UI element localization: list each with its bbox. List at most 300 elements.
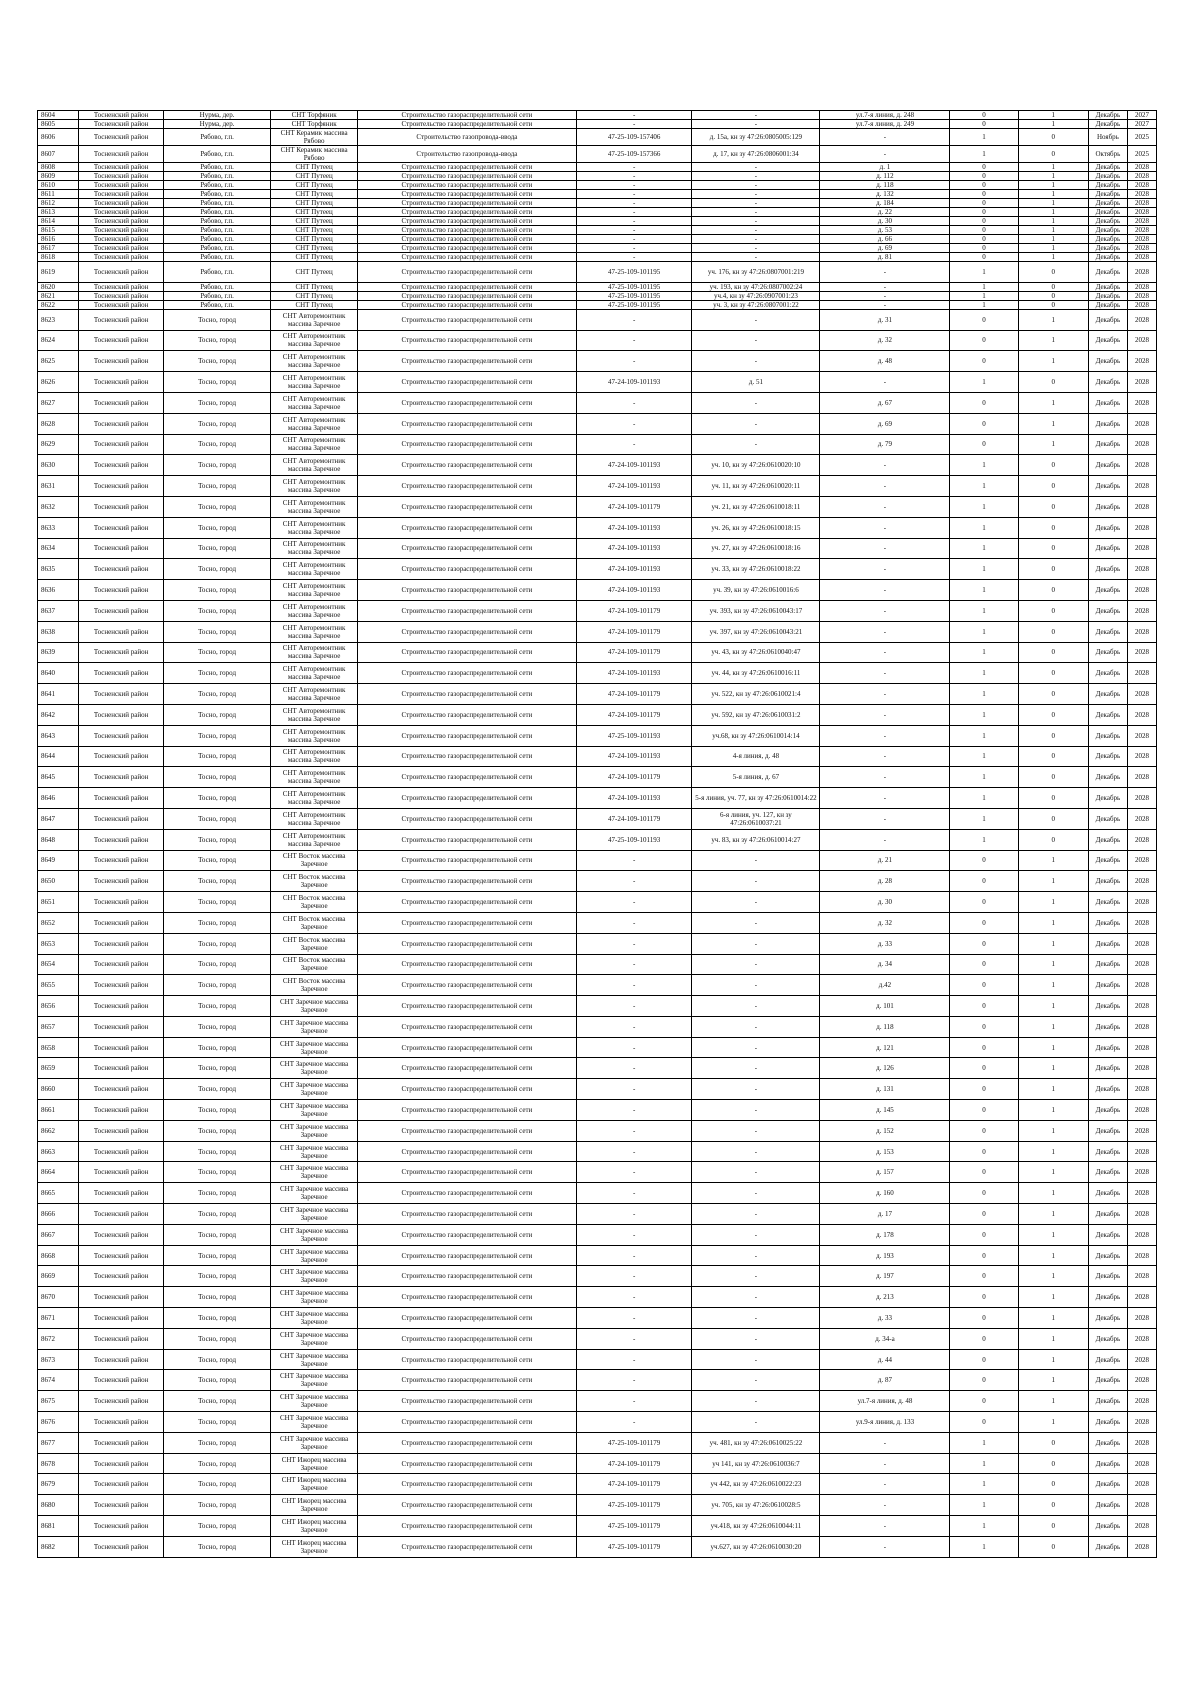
cell-district: Тосненский район: [79, 850, 164, 871]
cell-district: Тосненский район: [79, 746, 164, 767]
cell-year: 2028: [1128, 538, 1157, 559]
cell-garden-society: СНТ Заречное массива Заречное: [271, 1162, 358, 1183]
cell-month: Декабрь: [1088, 226, 1127, 235]
cell-row-number: 8650: [38, 871, 79, 892]
cell-garden-society: СНТ Восток массива Заречное: [271, 954, 358, 975]
cell-plot-address: -: [692, 912, 820, 933]
cell-month: Декабрь: [1088, 372, 1127, 393]
cell-year: 2028: [1128, 244, 1157, 253]
table-row: [38, 954, 1157, 975]
cell-year: 2028: [1128, 517, 1157, 538]
cell-house-address: -: [820, 725, 950, 746]
cell-gro-number: -: [576, 1058, 692, 1079]
cell-row-number: 8645: [38, 767, 79, 788]
cell-row-number: 8664: [38, 1162, 79, 1183]
cell-garden-society: СНТ Путеец: [271, 217, 358, 226]
cell-work-type: Строительство газораспределительной сети: [357, 850, 576, 871]
cell-work-type: Строительство газораспределительной сети: [357, 181, 576, 190]
table-row: [38, 181, 1157, 190]
cell-gro-number: -: [576, 1204, 692, 1225]
cell-flag-a: 0: [950, 892, 1018, 913]
cell-plot-address: уч. 33, кн зу 47:26:0610018:22: [692, 559, 820, 580]
cell-year: 2028: [1128, 413, 1157, 434]
cell-settlement: Тосно, город: [163, 392, 270, 413]
cell-year: 2028: [1128, 372, 1157, 393]
cell-garden-society: СНТ Восток массива Заречное: [271, 892, 358, 913]
cell-plot-address: уч. 39, кн зу 47:26:0610016:6: [692, 580, 820, 601]
cell-work-type: Строительство газораспределительной сети: [357, 253, 576, 262]
cell-house-address: д. 87: [820, 1370, 950, 1391]
cell-garden-society: СНТ Авторемонтник массива Заречное: [271, 455, 358, 476]
cell-house-address: д. 31: [820, 309, 950, 330]
cell-year: 2028: [1128, 1516, 1157, 1537]
cell-month: Декабрь: [1088, 746, 1127, 767]
table-row: [38, 1328, 1157, 1349]
cell-garden-society: СНТ Путеец: [271, 226, 358, 235]
cell-flag-a: 0: [950, 1287, 1018, 1308]
cell-settlement: Тосно, город: [163, 1287, 270, 1308]
cell-month: Декабрь: [1088, 892, 1127, 913]
cell-garden-society: СНТ Ижорец массива Заречное: [271, 1516, 358, 1537]
cell-gro-number: 47-24-109-101193: [576, 746, 692, 767]
cell-house-address: -: [820, 704, 950, 725]
cell-house-address: -: [820, 129, 950, 146]
cell-garden-society: СНТ Заречное массива Заречное: [271, 1370, 358, 1391]
cell-settlement: Тосно, город: [163, 372, 270, 393]
cell-month: Декабрь: [1088, 1245, 1127, 1266]
cell-house-address: -: [820, 788, 950, 809]
cell-flag-a: 1: [950, 129, 1018, 146]
cell-month: Декабрь: [1088, 199, 1127, 208]
cell-month: Декабрь: [1088, 330, 1127, 351]
cell-flag-a: 0: [950, 933, 1018, 954]
cell-flag-a: 1: [950, 1432, 1018, 1453]
cell-settlement: Тосно, город: [163, 1474, 270, 1495]
cell-work-type: Строительство газораспределительной сети: [357, 235, 576, 244]
cell-house-address: д. 53: [820, 226, 950, 235]
cell-month: Декабрь: [1088, 808, 1127, 829]
cell-settlement: Тосно, город: [163, 1266, 270, 1287]
cell-gro-number: -: [576, 1037, 692, 1058]
cell-month: Декабрь: [1088, 1349, 1127, 1370]
cell-district: Тосненский район: [79, 1516, 164, 1537]
cell-row-number: 8653: [38, 933, 79, 954]
cell-row-number: 8657: [38, 1016, 79, 1037]
cell-year: 2028: [1128, 282, 1157, 291]
cell-settlement: Тосно, город: [163, 1224, 270, 1245]
cell-row-number: 8646: [38, 788, 79, 809]
cell-year: 2028: [1128, 892, 1157, 913]
cell-year: 2028: [1128, 1224, 1157, 1245]
cell-settlement: Тосно, город: [163, 704, 270, 725]
cell-settlement: Тосно, город: [163, 580, 270, 601]
table-row: [38, 975, 1157, 996]
cell-flag-a: 0: [950, 199, 1018, 208]
cell-settlement: Тосно, город: [163, 1183, 270, 1204]
cell-district: Тосненский район: [79, 829, 164, 850]
table-row: [38, 600, 1157, 621]
cell-flag-a: 0: [950, 226, 1018, 235]
table-row: [38, 517, 1157, 538]
cell-work-type: Строительство газораспределительной сети: [357, 1391, 576, 1412]
cell-plot-address: уч. 10, кн зу 47:26:0610020:10: [692, 455, 820, 476]
cell-flag-b: 1: [1018, 1308, 1088, 1329]
cell-plot-address: уч. 43, кн зу 47:26:0610040:47: [692, 642, 820, 663]
cell-row-number: 8642: [38, 704, 79, 725]
cell-month: Декабрь: [1088, 600, 1127, 621]
cell-settlement: Тосно, город: [163, 538, 270, 559]
cell-row-number: 8619: [38, 262, 79, 283]
cell-garden-society: СНТ Авторемонтник массива Заречное: [271, 309, 358, 330]
cell-work-type: Строительство газораспределительной сети: [357, 600, 576, 621]
cell-year: 2028: [1128, 1037, 1157, 1058]
cell-plot-address: -: [692, 1349, 820, 1370]
cell-row-number: 8668: [38, 1245, 79, 1266]
cell-flag-b: 0: [1018, 580, 1088, 601]
cell-gro-number: -: [576, 253, 692, 262]
cell-year: 2028: [1128, 330, 1157, 351]
cell-gro-number: 47-25-109-101195: [576, 282, 692, 291]
cell-garden-society: СНТ Заречное массива Заречное: [271, 1391, 358, 1412]
cell-gro-number: -: [576, 1308, 692, 1329]
cell-flag-b: 0: [1018, 642, 1088, 663]
cell-plot-address: -: [692, 1308, 820, 1329]
cell-flag-b: 0: [1018, 808, 1088, 829]
cell-gro-number: 47-24-109-101193: [576, 517, 692, 538]
cell-gro-number: 47-24-109-101179: [576, 1474, 692, 1495]
cell-flag-b: 1: [1018, 226, 1088, 235]
cell-house-address: -: [820, 829, 950, 850]
cell-row-number: 8679: [38, 1474, 79, 1495]
cell-row-number: 8675: [38, 1391, 79, 1412]
cell-plot-address: -: [692, 1162, 820, 1183]
cell-plot-address: -: [692, 954, 820, 975]
cell-gro-number: -: [576, 1100, 692, 1121]
table-row: [38, 996, 1157, 1017]
cell-flag-a: 1: [950, 476, 1018, 497]
cell-year: 2028: [1128, 1412, 1157, 1433]
cell-row-number: 8651: [38, 892, 79, 913]
cell-district: Тосненский район: [79, 129, 164, 146]
cell-flag-b: 1: [1018, 1120, 1088, 1141]
table-row: [38, 351, 1157, 372]
cell-month: Декабрь: [1088, 1308, 1127, 1329]
cell-house-address: д. 69: [820, 413, 950, 434]
cell-month: Декабрь: [1088, 1287, 1127, 1308]
cell-settlement: Тосно, город: [163, 1391, 270, 1412]
cell-garden-society: СНТ Путеец: [271, 300, 358, 309]
cell-gro-number: -: [576, 975, 692, 996]
cell-house-address: д. 32: [820, 912, 950, 933]
cell-year: 2028: [1128, 746, 1157, 767]
cell-plot-address: -: [692, 933, 820, 954]
cell-plot-address: -: [692, 1245, 820, 1266]
cell-row-number: 8638: [38, 621, 79, 642]
cell-year: 2028: [1128, 208, 1157, 217]
cell-settlement: Тосно, город: [163, 1495, 270, 1516]
cell-year: 2028: [1128, 975, 1157, 996]
cell-year: 2028: [1128, 1287, 1157, 1308]
cell-house-address: -: [820, 291, 950, 300]
cell-house-address: д. 118: [820, 1016, 950, 1037]
cell-work-type: Строительство газораспределительной сети: [357, 1349, 576, 1370]
table-row: [38, 476, 1157, 497]
cell-settlement: Тосно, город: [163, 1453, 270, 1474]
cell-plot-address: -: [692, 1266, 820, 1287]
cell-work-type: Строительство газораспределительной сети: [357, 1453, 576, 1474]
cell-year: 2028: [1128, 1183, 1157, 1204]
cell-gro-number: 47-24-109-101179: [576, 808, 692, 829]
cell-house-address: д. 66: [820, 235, 950, 244]
cell-district: Тосненский район: [79, 1266, 164, 1287]
cell-garden-society: СНТ Авторемонтник массива Заречное: [271, 351, 358, 372]
cell-work-type: Строительство газораспределительной сети: [357, 190, 576, 199]
cell-plot-address: -: [692, 199, 820, 208]
cell-settlement: Рябово, г.п.: [163, 300, 270, 309]
cell-plot-address: уч 141, кн зу 47:26:0610036:7: [692, 1453, 820, 1474]
cell-house-address: д. 17: [820, 1204, 950, 1225]
cell-flag-b: 0: [1018, 725, 1088, 746]
table-row: [38, 253, 1157, 262]
cell-house-address: д. 145: [820, 1100, 950, 1121]
cell-month: Декабрь: [1088, 1016, 1127, 1037]
cell-plot-address: -: [692, 1016, 820, 1037]
cell-work-type: Строительство газораспределительной сети: [357, 1287, 576, 1308]
cell-settlement: Тосно, город: [163, 351, 270, 372]
cell-work-type: Строительство газораспределительной сети: [357, 413, 576, 434]
cell-garden-society: СНТ Заречное массива Заречное: [271, 1308, 358, 1329]
cell-work-type: Строительство газораспределительной сети: [357, 1120, 576, 1141]
cell-month: Декабрь: [1088, 1266, 1127, 1287]
cell-house-address: -: [820, 767, 950, 788]
cell-flag-a: 1: [950, 1495, 1018, 1516]
cell-flag-b: 1: [1018, 235, 1088, 244]
cell-district: Тосненский район: [79, 600, 164, 621]
cell-month: Декабрь: [1088, 788, 1127, 809]
table-row: [38, 120, 1157, 129]
cell-flag-b: 0: [1018, 538, 1088, 559]
cell-gro-number: 47-24-109-101193: [576, 580, 692, 601]
cell-garden-society: СНТ Заречное массива Заречное: [271, 1183, 358, 1204]
cell-row-number: 8611: [38, 190, 79, 199]
cell-district: Тосненский район: [79, 517, 164, 538]
cell-house-address: д. 101: [820, 996, 950, 1017]
cell-work-type: Строительство газораспределительной сети: [357, 1370, 576, 1391]
cell-plot-address: д. 51: [692, 372, 820, 393]
cell-garden-society: СНТ Восток массива Заречное: [271, 975, 358, 996]
cell-district: Тосненский район: [79, 111, 164, 120]
cell-work-type: Строительство газораспределительной сети: [357, 1412, 576, 1433]
cell-gro-number: -: [576, 954, 692, 975]
cell-settlement: Тосно, город: [163, 1162, 270, 1183]
cell-month: Декабрь: [1088, 933, 1127, 954]
cell-gro-number: -: [576, 871, 692, 892]
cell-flag-b: 1: [1018, 954, 1088, 975]
cell-work-type: Строительство газораспределительной сети: [357, 291, 576, 300]
cell-month: Декабрь: [1088, 1495, 1127, 1516]
cell-flag-b: 1: [1018, 1183, 1088, 1204]
cell-settlement: Нурма, дер.: [163, 120, 270, 129]
cell-row-number: 8610: [38, 181, 79, 190]
cell-flag-a: 0: [950, 975, 1018, 996]
cell-gro-number: -: [576, 226, 692, 235]
cell-house-address: -: [820, 517, 950, 538]
cell-flag-b: 1: [1018, 892, 1088, 913]
cell-month: Декабрь: [1088, 580, 1127, 601]
cell-settlement: Тосно, город: [163, 455, 270, 476]
cell-month: Декабрь: [1088, 663, 1127, 684]
cell-plot-address: 6-я линия, уч. 127, кн зу 47:26:0610037:21: [692, 808, 820, 829]
table-row: [38, 580, 1157, 601]
cell-work-type: Строительство газораспределительной сети: [357, 767, 576, 788]
cell-row-number: 8612: [38, 199, 79, 208]
cell-gro-number: -: [576, 244, 692, 253]
cell-flag-a: 0: [950, 1308, 1018, 1329]
cell-month: Декабрь: [1088, 262, 1127, 283]
cell-plot-address: уч. 522, кн зу 47:26:0610021:4: [692, 684, 820, 705]
cell-month: Декабрь: [1088, 1516, 1127, 1537]
cell-flag-b: 0: [1018, 1495, 1088, 1516]
table-row: [38, 1016, 1157, 1037]
cell-year: 2028: [1128, 600, 1157, 621]
cell-flag-a: 1: [950, 808, 1018, 829]
cell-gro-number: -: [576, 892, 692, 913]
cell-flag-a: 1: [950, 372, 1018, 393]
cell-house-address: д. 153: [820, 1141, 950, 1162]
cell-plot-address: -: [692, 996, 820, 1017]
cell-row-number: 8640: [38, 663, 79, 684]
cell-garden-society: СНТ Авторемонтник массива Заречное: [271, 330, 358, 351]
cell-house-address: д. 160: [820, 1183, 950, 1204]
cell-year: 2028: [1128, 1162, 1157, 1183]
cell-district: Тосненский район: [79, 1536, 164, 1557]
cell-flag-a: 1: [950, 538, 1018, 559]
cell-month: Декабрь: [1088, 172, 1127, 181]
cell-garden-society: СНТ Авторемонтник массива Заречное: [271, 434, 358, 455]
cell-gro-number: -: [576, 1370, 692, 1391]
cell-row-number: 8655: [38, 975, 79, 996]
cell-work-type: Строительство газораспределительной сети: [357, 172, 576, 181]
cell-work-type: Строительство газораспределительной сети: [357, 1100, 576, 1121]
cell-month: Декабрь: [1088, 1120, 1127, 1141]
cell-gro-number: 47-24-109-101193: [576, 476, 692, 497]
cell-row-number: 8665: [38, 1183, 79, 1204]
cell-garden-society: СНТ Путеец: [271, 253, 358, 262]
cell-district: Тосненский район: [79, 434, 164, 455]
table-row: [38, 684, 1157, 705]
cell-gro-number: -: [576, 1266, 692, 1287]
cell-district: Тосненский район: [79, 1370, 164, 1391]
cell-settlement: Тосно, город: [163, 1120, 270, 1141]
cell-flag-a: 0: [950, 181, 1018, 190]
table-row: [38, 208, 1157, 217]
cell-settlement: Рябово, г.п.: [163, 262, 270, 283]
cell-plot-address: -: [692, 892, 820, 913]
table-row: [38, 434, 1157, 455]
cell-work-type: Строительство газораспределительной сети: [357, 282, 576, 291]
cell-plot-address: уч.68, кн зу 47:26:0610014:14: [692, 725, 820, 746]
cell-garden-society: СНТ Путеец: [271, 199, 358, 208]
cell-row-number: 8658: [38, 1037, 79, 1058]
cell-flag-b: 1: [1018, 1349, 1088, 1370]
cell-work-type: Строительство газораспределительной сети: [357, 1016, 576, 1037]
cell-flag-b: 1: [1018, 1328, 1088, 1349]
table-row: [38, 538, 1157, 559]
cell-plot-address: -: [692, 1287, 820, 1308]
cell-year: 2028: [1128, 559, 1157, 580]
cell-house-address: д. 213: [820, 1287, 950, 1308]
cell-flag-a: 0: [950, 871, 1018, 892]
cell-work-type: Строительство газораспределительной сети: [357, 1266, 576, 1287]
cell-row-number: 8613: [38, 208, 79, 217]
cell-month: Декабрь: [1088, 351, 1127, 372]
table-row: [38, 1474, 1157, 1495]
cell-flag-a: 1: [950, 1474, 1018, 1495]
cell-house-address: д.42: [820, 975, 950, 996]
cell-month: Декабрь: [1088, 704, 1127, 725]
cell-row-number: 8666: [38, 1204, 79, 1225]
cell-settlement: Тосно, город: [163, 663, 270, 684]
cell-garden-society: СНТ Путеец: [271, 190, 358, 199]
cell-flag-b: 0: [1018, 129, 1088, 146]
cell-settlement: Тосно, город: [163, 1016, 270, 1037]
cell-settlement: Рябово, г.п.: [163, 235, 270, 244]
cell-flag-b: 1: [1018, 309, 1088, 330]
cell-plot-address: -: [692, 1141, 820, 1162]
cell-garden-society: СНТ Заречное массива Заречное: [271, 1266, 358, 1287]
cell-month: Декабрь: [1088, 235, 1127, 244]
cell-district: Тосненский район: [79, 892, 164, 913]
cell-garden-society: СНТ Авторемонтник массива Заречное: [271, 496, 358, 517]
cell-year: 2027: [1128, 111, 1157, 120]
cell-row-number: 8605: [38, 120, 79, 129]
cell-flag-b: 1: [1018, 1058, 1088, 1079]
cell-house-address: д. 69: [820, 244, 950, 253]
cell-month: Декабрь: [1088, 1453, 1127, 1474]
cell-year: 2028: [1128, 309, 1157, 330]
cell-month: Декабрь: [1088, 1058, 1127, 1079]
table-row: [38, 850, 1157, 871]
table-row: [38, 282, 1157, 291]
cell-house-address: -: [820, 496, 950, 517]
cell-flag-b: 0: [1018, 1474, 1088, 1495]
cell-settlement: Тосно, город: [163, 850, 270, 871]
cell-district: Тосненский район: [79, 788, 164, 809]
cell-flag-b: 0: [1018, 559, 1088, 580]
cell-year: 2028: [1128, 850, 1157, 871]
table-row: [38, 1349, 1157, 1370]
cell-flag-b: 0: [1018, 291, 1088, 300]
cell-row-number: 8630: [38, 455, 79, 476]
cell-flag-b: 1: [1018, 351, 1088, 372]
cell-flag-b: 1: [1018, 253, 1088, 262]
cell-house-address: д. 197: [820, 1266, 950, 1287]
cell-garden-society: СНТ Авторемонтник массива Заречное: [271, 725, 358, 746]
cell-year: 2028: [1128, 954, 1157, 975]
cell-work-type: Строительство газораспределительной сети: [357, 788, 576, 809]
cell-month: Декабрь: [1088, 684, 1127, 705]
cell-district: Тосненский район: [79, 663, 164, 684]
cell-flag-b: 1: [1018, 172, 1088, 181]
table-row: [38, 1204, 1157, 1225]
cell-flag-a: 0: [950, 172, 1018, 181]
cell-district: Тосненский район: [79, 372, 164, 393]
cell-garden-society: СНТ Восток массива Заречное: [271, 871, 358, 892]
cell-flag-a: 1: [950, 262, 1018, 283]
cell-flag-a: 0: [950, 208, 1018, 217]
cell-house-address: д. 30: [820, 892, 950, 913]
cell-row-number: 8604: [38, 111, 79, 120]
